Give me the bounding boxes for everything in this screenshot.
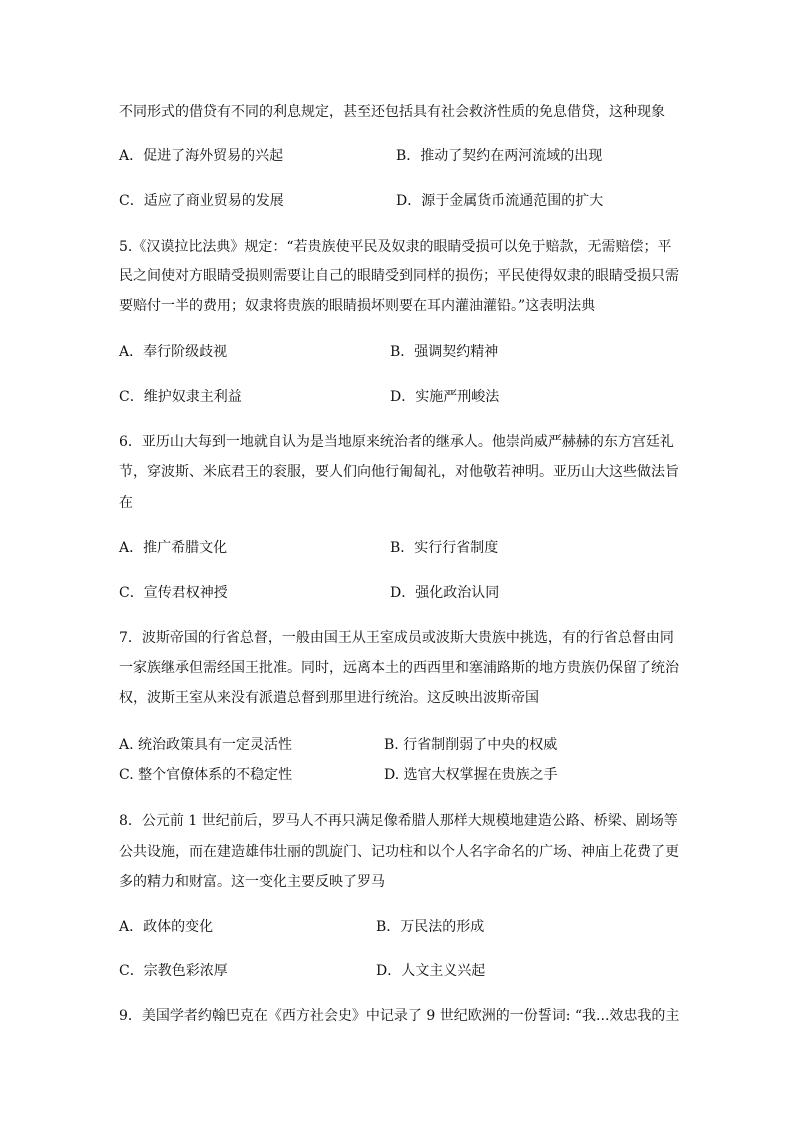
question-4-option-c: C．适应了商业贸易的发展 — [119, 193, 284, 209]
question-8-stem-line-2: 公共设施，而在建造雄伟壮丽的凯旋门、记功柱和以个人名字命名的广场、神庙上花费了更 — [119, 844, 679, 860]
question-5-option-a: A．奉行阶级歧视 — [119, 344, 228, 360]
question-5-option-b: B．强调契约精神 — [390, 344, 499, 360]
question-6-option-d: D．强化政治认同 — [390, 585, 500, 601]
question-7-stem-line-3: 权，波斯王室从来没有派遣总督到那里进行统治。这反映出波斯帝国 — [119, 690, 539, 706]
question-6-option-a: A．推广希腊文化 — [119, 540, 228, 556]
question-7-option-b: B. 行省制削弱了中央的权威 — [384, 737, 558, 753]
question-6-option-b: B．实行行省制度 — [390, 540, 499, 556]
question-8-option-b: B．万民法的形成 — [376, 919, 485, 935]
question-9-stem-line-1: 9．美国学者约翰巴克在《西方社会史》中记录了 9 世纪欧洲的一份誓词: “我...效忠我的主 — [119, 1008, 680, 1024]
question-5-stem-line-1: 5.《汉谟拉比法典》规定：“若贵族使平民及奴隶的眼睛受损可以免于赔款，无需赔偿；平 — [119, 239, 672, 255]
question-6-option-c: C．宣传君权神授 — [119, 585, 228, 601]
question-7-stem-line-1: 7．波斯帝国的行省总督，一般由国王从王室成员或波斯大贵族中挑选，有的行省总督由同 — [119, 630, 674, 646]
question-7-option-a: A. 统治政策具有一定灵活性 — [119, 737, 293, 753]
question-5-stem-line-2: 民之间使对方眼睛受损则需要让自己的眼睛受到同样的损伤；平民使得奴隶的眼睛受损只需 — [119, 268, 679, 284]
question-8-option-c: C．宗教色彩浓厚 — [119, 963, 228, 979]
question-6-stem-line-3: 在 — [119, 495, 133, 511]
question-8-option-d: D．人文主义兴起 — [376, 963, 486, 979]
question-6-stem-line-2: 节，穿波斯、米底君王的衮服，要人们向他行匍匐礼，对他敬若神明。亚历山大这些做法旨 — [119, 464, 679, 480]
question-4-option-b: B．推动了契约在两河流域的出现 — [396, 148, 603, 164]
question-5-stem-line-3: 要赔付一半的费用；奴隶将贵族的眼睛损坏则要在耳内灌油灌铅。”这表明法典 — [119, 298, 596, 314]
question-7-option-d: D. 选官大权掌握在贵族之手 — [384, 767, 558, 783]
question-4-option-a: A．促进了海外贸易的兴起 — [119, 148, 284, 164]
question-5-option-d: D．实施严刑峻法 — [390, 389, 500, 405]
question-7-stem-line-2: 一家族继承但需经国王批准。同时，远离本土的西西里和塞浦路斯的地方贵族仍保留了统治 — [119, 660, 679, 676]
question-8-stem-line-3: 多的精力和财富。这一变化主要反映了罗马 — [119, 874, 385, 890]
question-4-stem-line-1: 不同形式的借贷有不同的利息规定，甚至还包括具有社会救济性质的免息借贷，这种现象 — [119, 104, 665, 120]
question-8-stem-line-1: 8．公元前 1 世纪前后，罗马人不再只满足像希腊人那样大规模地建造公路、桥梁、剧场等 — [119, 813, 678, 829]
question-7-option-c: C. 整个官僚体系的不稳定性 — [119, 767, 293, 783]
question-4-option-d: D．源于金属货币流通范围的扩大 — [396, 193, 604, 209]
question-5-option-c: C．维护奴隶主利益 — [119, 389, 242, 405]
question-8-option-a: A．政体的变化 — [119, 919, 214, 935]
question-6-stem-line-1: 6．亚历山大每到一地就自认为是当地原来统治者的继承人。他崇尚威严赫赫的东方宫廷礼 — [119, 434, 674, 450]
